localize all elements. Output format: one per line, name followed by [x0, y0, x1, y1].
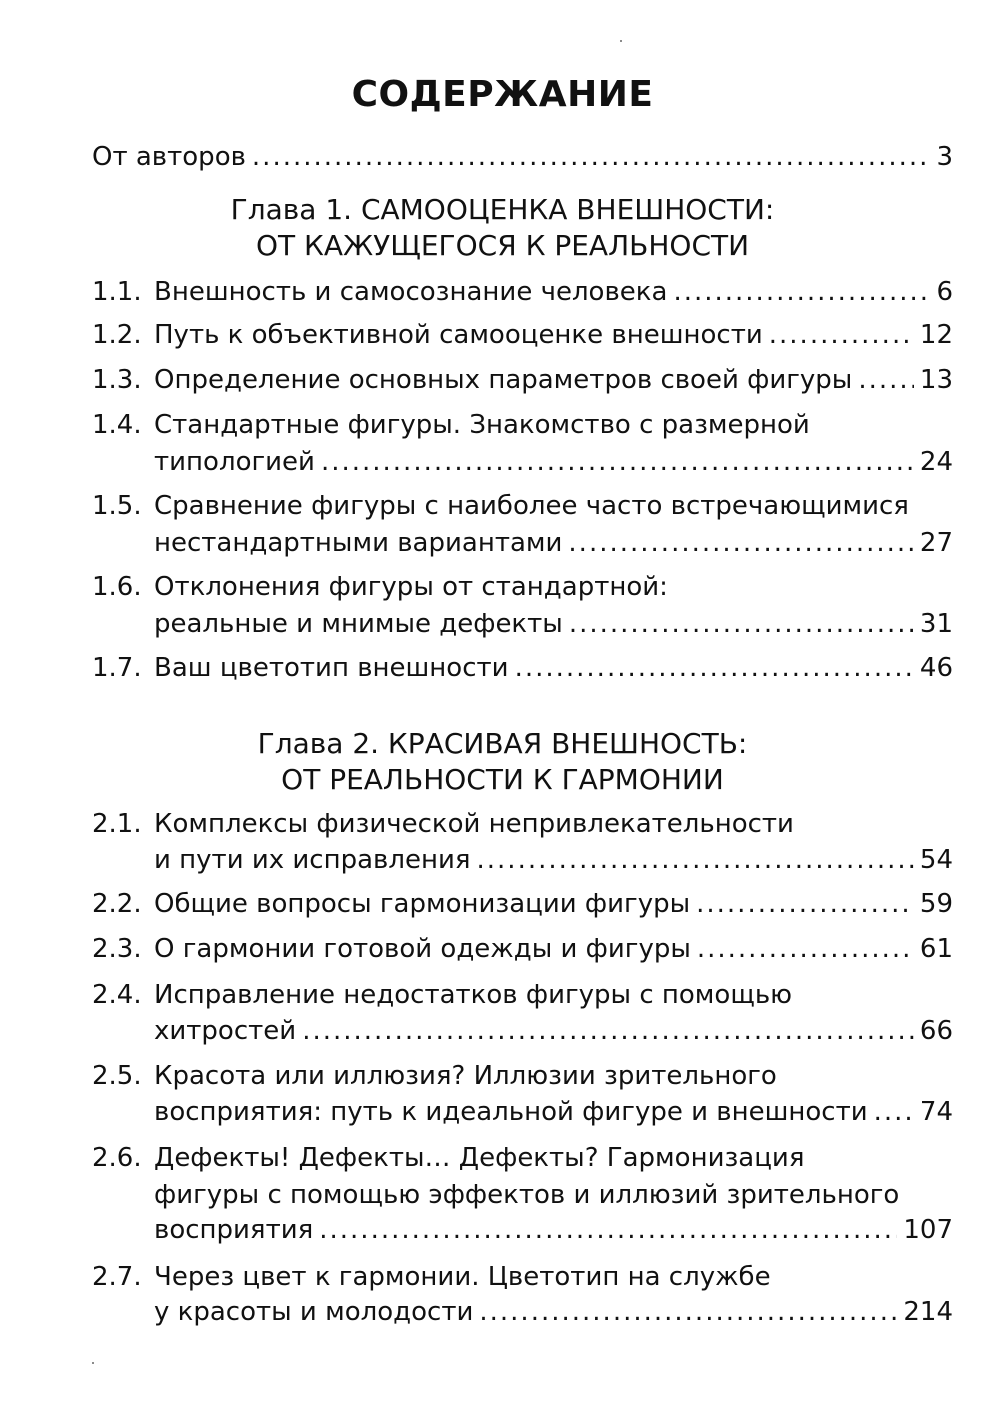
- toc-entry-2-5-continued: [154, 1097, 953, 1127]
- entry-title: Дефекты! Дефекты… Дефекты? Гармонизация: [154, 1143, 805, 1173]
- dot-leader: [302, 1016, 914, 1046]
- toc-entry-1-6: [92, 572, 953, 602]
- entry-number: 2.7.: [92, 1262, 142, 1292]
- entry-page: 66: [919, 1016, 953, 1046]
- dot-leader: [479, 1297, 897, 1327]
- entry-number: 2.5.: [92, 1061, 142, 1091]
- entry-title-continued: у красоты и молодости: [154, 1297, 474, 1327]
- dot-leader: [515, 653, 914, 683]
- entry-title-continued: реальные и мнимые дефекты: [154, 609, 563, 639]
- toc-entry-2-1: [92, 809, 953, 839]
- dot-leader: [874, 1097, 914, 1127]
- toc-entry-1-4-continued: [154, 447, 953, 477]
- dot-leader: [319, 1215, 897, 1245]
- entry-title: Внешность и самосознание человека: [154, 277, 668, 307]
- toc-entry-2-1-continued: [154, 845, 953, 875]
- entry-page: 59: [919, 889, 953, 919]
- entry-title: Общие вопросы гармонизации фигуры: [154, 889, 691, 919]
- toc-entry-1-1: [92, 277, 953, 307]
- entry-title-continued: восприятия: [154, 1215, 314, 1245]
- entry-number: 1.5.: [92, 491, 142, 521]
- toc-entry-1-5-continued: [154, 528, 953, 558]
- entry-page: 61: [919, 934, 953, 964]
- entry-page: 107: [903, 1215, 953, 1245]
- entry-page: 214: [903, 1297, 953, 1327]
- dot-leader: [569, 609, 914, 639]
- entry-title: Исправление недостатков фигуры с помощью: [154, 980, 793, 1010]
- entry-title-continued: восприятия: путь к идеальной фигуре и внешности: [154, 1097, 868, 1127]
- entry-title: Сравнение фигуры с наиболее часто встречающимися: [154, 491, 909, 521]
- toc-entry-2-7: [92, 1262, 953, 1292]
- toc-entry-1-6-continued: [154, 609, 953, 639]
- toc-entry-2-4: [92, 980, 953, 1010]
- entry-number: 2.3.: [92, 934, 142, 964]
- entry-page: 31: [919, 609, 953, 639]
- entry-page: 13: [919, 365, 953, 395]
- entry-page: 74: [919, 1097, 953, 1127]
- entry-number: 1.1.: [92, 277, 142, 307]
- entry-page: 6: [936, 277, 953, 307]
- toc-entry-2-4-continued: [154, 1016, 953, 1046]
- toc-entry-intro: [92, 142, 953, 172]
- dot-leader: [321, 447, 914, 477]
- entry-number: 2.2.: [92, 889, 142, 919]
- toc-entry-2-2: [92, 889, 953, 919]
- chapter-2-title-line-2: ОТ РЕАЛЬНОСТИ К ГАРМОНИИ: [281, 763, 724, 796]
- entry-title-continued: хитростей: [154, 1016, 297, 1046]
- dot-leader: [568, 528, 913, 558]
- entry-title-continued: фигуры с помощью эффектов и иллюзий зрительного: [154, 1180, 900, 1210]
- dot-leader: [697, 934, 914, 964]
- entry-number: 1.2.: [92, 320, 142, 350]
- entry-title: Путь к объективной самооценке внешности: [154, 320, 763, 350]
- entry-title: Комплексы физической непривлекательности: [154, 809, 794, 839]
- dot-leader: [696, 889, 914, 919]
- entry-number: 2.6.: [92, 1143, 142, 1173]
- page-title: СОДЕРЖАНИЕ: [351, 74, 654, 115]
- entry-page: 24: [919, 447, 953, 477]
- entry-number: 2.1.: [92, 809, 142, 839]
- toc-entry-2-6-continued-2: [154, 1215, 953, 1245]
- toc-entry-2-3: [92, 934, 953, 964]
- entry-number: 1.4.: [92, 410, 142, 440]
- entry-title: Красота или иллюзия? Иллюзии зрительного: [154, 1061, 777, 1091]
- scan-speck: [92, 1362, 94, 1364]
- entry-number: 1.3.: [92, 365, 142, 395]
- chapter-2-title-line-1: Глава 2. КРАСИВАЯ ВНЕШНОСТЬ:: [257, 727, 748, 760]
- entry-page: 12: [919, 320, 953, 350]
- entry-title: Определение основных параметров своей фигуры: [154, 365, 853, 395]
- entry-number: 1.7.: [92, 653, 142, 683]
- entry-title: Через цвет к гармонии. Цветотип на службе: [154, 1262, 771, 1292]
- chapter-1-title-line-2: ОТ КАЖУЩЕГОСЯ К РЕАЛЬНОСТИ: [255, 229, 750, 262]
- entry-number: 2.4.: [92, 980, 142, 1010]
- toc-entry-2-5: [92, 1061, 953, 1091]
- entry-page: 54: [919, 845, 953, 875]
- toc-entry-1-4: [92, 410, 953, 440]
- dot-leader: [477, 845, 914, 875]
- scan-speck: [620, 40, 622, 42]
- entry-page: 46: [919, 653, 953, 683]
- entry-title: Стандартные фигуры. Знакомство с размерной: [154, 410, 810, 440]
- entry-title-continued: и пути их исправления: [154, 845, 471, 875]
- toc-entry-2-7-continued: [154, 1297, 953, 1327]
- dot-leader: [673, 277, 930, 307]
- toc-entry-1-3: [92, 365, 953, 395]
- dot-leader: [252, 142, 931, 172]
- entry-title-continued: типологией: [154, 447, 315, 477]
- toc-entry-1-2: [92, 320, 953, 350]
- entry-page: 3: [936, 142, 953, 172]
- entry-title: От авторов: [92, 142, 246, 172]
- toc-entry-2-6: [92, 1143, 953, 1173]
- entry-title-continued: нестандартными вариантами: [154, 528, 563, 558]
- entry-title: Отклонения фигуры от стандартной:: [154, 572, 668, 602]
- entry-title: Ваш цветотип внешности: [154, 653, 509, 683]
- entry-page: 27: [919, 528, 953, 558]
- chapter-1-title-line-1: Глава 1. САМООЦЕНКА ВНЕШНОСТИ:: [230, 193, 775, 226]
- toc-entry-1-7: [92, 653, 953, 683]
- entry-number: 1.6.: [92, 572, 142, 602]
- toc-entry-1-5: [92, 491, 953, 521]
- toc-entry-2-6-continued-1: [154, 1180, 953, 1210]
- entry-title: О гармонии готовой одежды и фигуры: [154, 934, 691, 964]
- dot-leader: [858, 365, 914, 395]
- dot-leader: [769, 320, 914, 350]
